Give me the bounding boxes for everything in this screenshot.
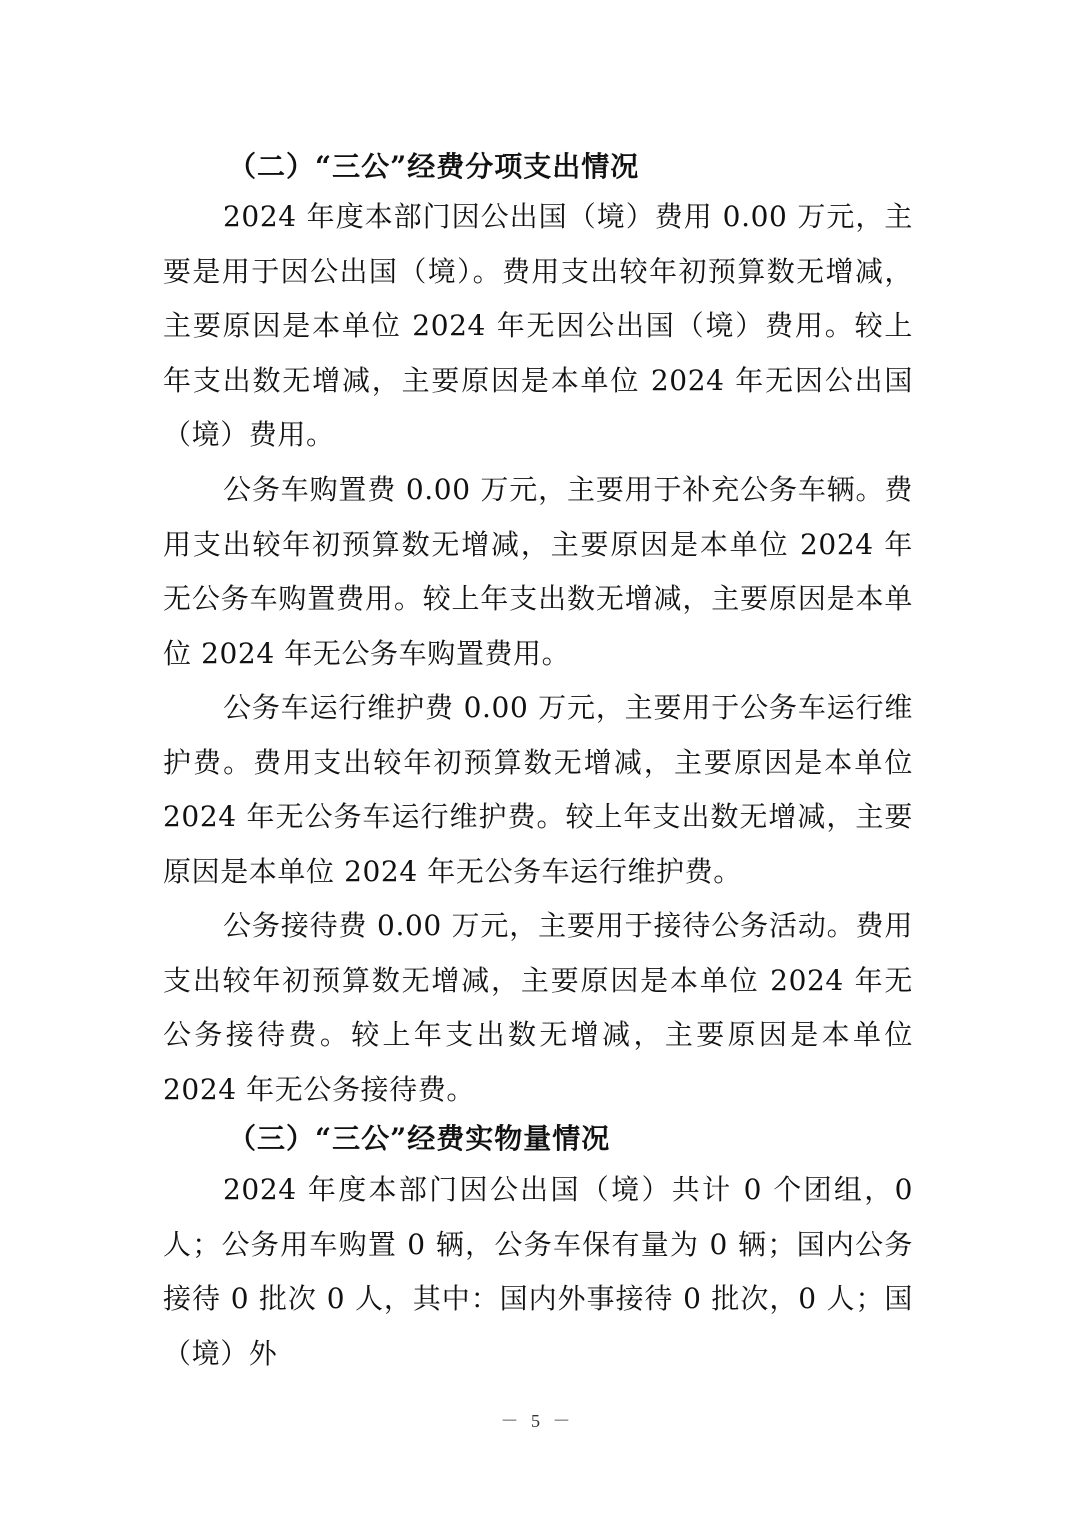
paragraph-reception: 公务接待费 0.00 万元，主要用于接待公务活动。费用支出较年初预算数无增减，主要原因是本单位 2024 年无公务接待费。较上年支出数无增减，主要原因是本单位 2024 年无公务接待费。 — [163, 909, 913, 1106]
paragraph-physical-quantities: 2024 年度本部门因公出国（境）共计 0 个团组，0 人；公务用车购置 0 辆，公务车保有量为 0 辆；国内公务接待 0 批次 0 人，其中：国内外事接待 0 批次，0 人；国（境）外 — [163, 1173, 913, 1370]
section-heading-2: （二）“三公”经费分项支出情况 — [228, 150, 640, 183]
section-heading-3: （三）“三公”经费实物量情况 — [228, 1122, 611, 1155]
paragraph-vehicle-maintenance: 公务车运行维护费 0.00 万元，主要用于公务车运行维护费。费用支出较年初预算数无增减，主要原因是本单位 2024 年无公务车运行维护费。较上年支出数无增减，主要原因是本单位 2024 年无公务车运行维护费。 — [163, 691, 913, 888]
page-number: － 5 － — [500, 1411, 575, 1431]
paragraph-vehicle-purchase: 公务车购置费 0.00 万元，主要用于补充公务车辆。费用支出较年初预算数无增减，主要原因是本单位 2024 年无公务车购置费用。较上年支出数无增减，主要原因是本单位 2024 年无公务车购置费用。 — [163, 473, 913, 670]
paragraph-overseas-travel: 2024 年度本部门因公出国（境）费用 0.00 万元，主要是用于因公出国（境）。费用支出较年初预算数无增减，主要原因是本单位 2024 年无因公出国（境）费用。较上年支出数无增减，主要原因是本单位 2024 年无因公出国（境）费用。 — [163, 200, 913, 451]
